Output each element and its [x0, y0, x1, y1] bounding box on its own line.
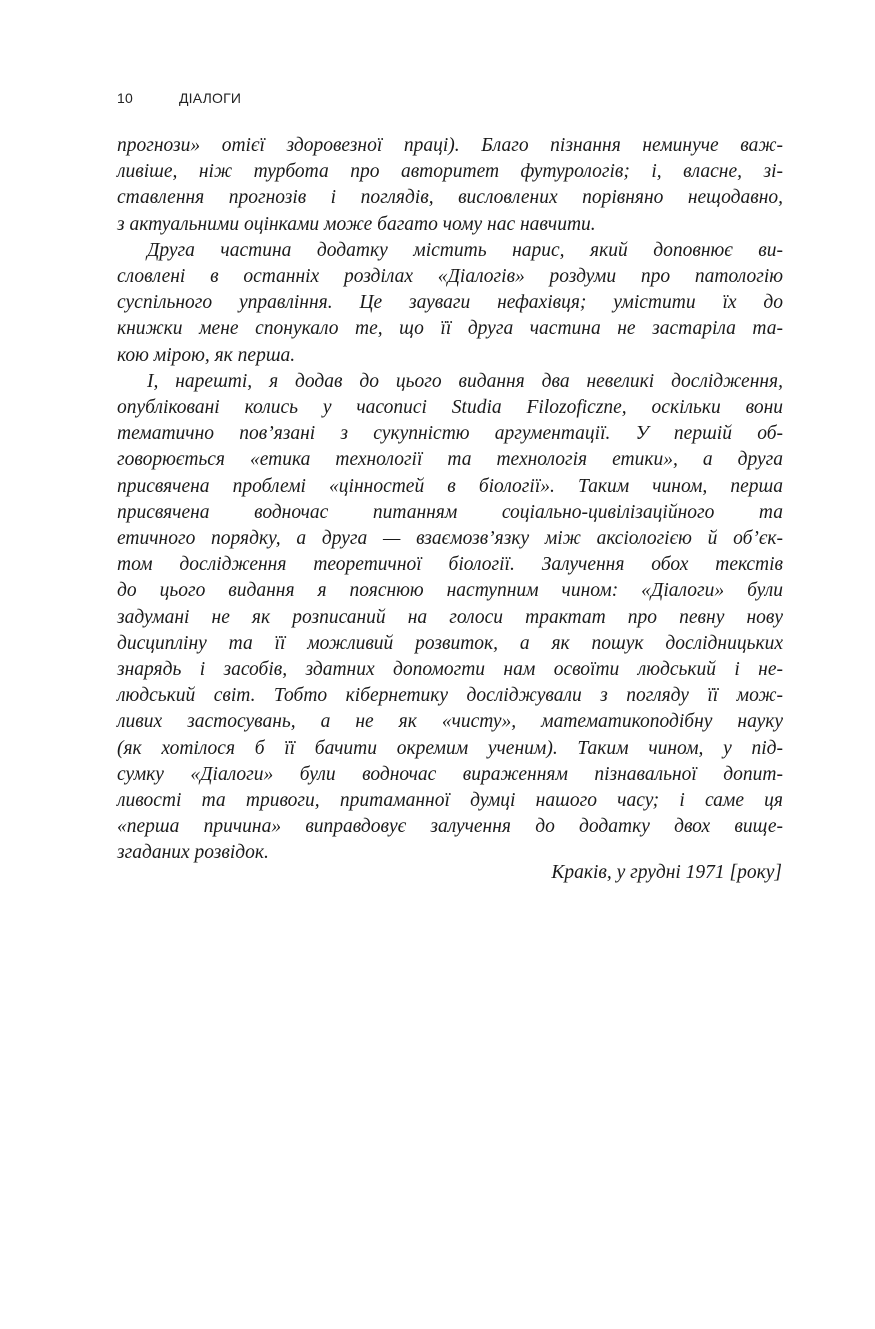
text-line: кою мірою, як перша.	[117, 344, 296, 366]
running-title: ДІАЛОГИ	[179, 90, 242, 106]
body-text	[117, 133, 783, 867]
text-line: суспільного управління. Це зауваги нефахівця; умістити їх до	[117, 292, 783, 314]
text-line: Друга частина додатку містить нарис, який доповнює ви-	[147, 239, 783, 261]
text-line: з актуальними оцінками може багато чому нас навчити.	[117, 213, 596, 235]
text-line: «перша причина» виправдовує залучення до додатку двох вище-	[117, 816, 783, 838]
text-line: тематично пов’язані з сукупністю аргументації. У першій об-	[117, 423, 783, 445]
text-line: ливіше, ніж турбота про авторитет футурологів; і, власне, зі-	[117, 161, 783, 183]
text-line: дисципліну та її можливий розвиток, а як пошук дослідницьких	[117, 632, 783, 654]
signature-line: Краків, у грудні 1971 [року]	[551, 862, 782, 883]
text-line: книжки мене спонукало те, що її друга частина не застаріла та-	[117, 318, 783, 340]
text-line: знарядь і засобів, здатних допомогти нам освоїти людський і не-	[117, 659, 783, 681]
running-header	[117, 90, 241, 106]
text-line: прогнози» отієї здоровезної праці). Благо пізнання неминуче важ-	[117, 135, 783, 156]
text-line: говорюється «етика технології та технологія етики», а друга	[117, 449, 783, 471]
text-line: ставлення прогнозів і поглядів, висловлених порівняно нещодавно,	[117, 187, 783, 209]
text-line: присвячена водночас питанням соціально-цивілізаційного та	[117, 501, 783, 523]
text-line: згаданих розвідок.	[117, 842, 269, 864]
paragraph	[117, 238, 783, 369]
text-line: том дослідження теоретичної біології. Залучення обох текстів	[117, 554, 783, 576]
text-line: ливих застосувань, а не як «чисту», математикоподібну науку	[117, 711, 783, 733]
text-line: присвячена проблемі «цінностей в біології». Таким чином, перша	[117, 475, 783, 497]
text-line: етичного порядку, а друга — взаємозв’язку між аксіологією й об’єк-	[117, 528, 783, 550]
text-line: ливості та тривоги, притаманної думці нашого часу; і саме ця	[117, 790, 783, 812]
text-line: до цього видання я пояснюю наступним чином: «Діалоги» були	[117, 580, 783, 602]
text-line: задумані не як розписаний на голоси трактат про певну нову	[117, 606, 783, 628]
text-line: (як хотілося б її бачити окремим ученим). Таким чином, у під-	[117, 737, 783, 759]
text-line: сумку «Діалоги» були водночас вираженням пізнавальної допит-	[117, 763, 783, 785]
text-line: словлені в останніх розділах «Діалогів» роздуми про патологію	[117, 266, 783, 288]
text-line: І, нарешті, я додав до цього видання два невеликі дослідження,	[147, 370, 783, 392]
text-line: людський світ. Тобто кібернетику досліджували з погляду її мож-	[117, 685, 783, 707]
text-line: опубліковані колись у часописі Studia Filozoficzne, оскільки вони	[117, 397, 783, 419]
paragraph	[117, 369, 783, 867]
paragraph	[117, 133, 783, 238]
page-number: 10	[117, 90, 133, 106]
